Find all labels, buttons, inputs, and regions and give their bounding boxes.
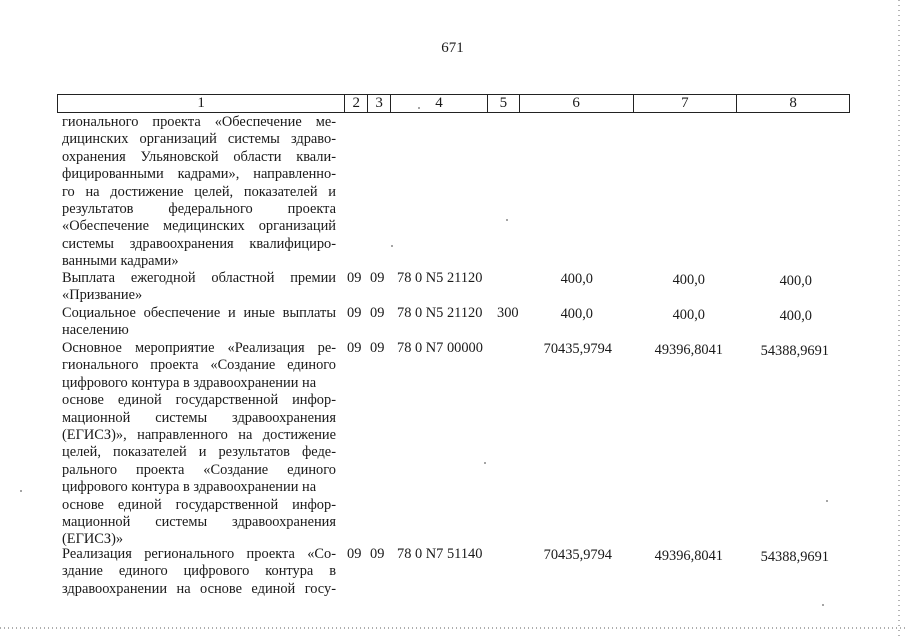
row-3-line-5: (ЕГИСЗ)», направленного на достижение: [62, 426, 336, 443]
header-col-3: 3: [368, 95, 391, 112]
row-3-line-11: (ЕГИСЗ)»: [62, 531, 124, 548]
row-4-amount-6: 70435,9794: [543, 547, 612, 563]
scan-speck: [418, 107, 420, 109]
table-row-2-description: [62, 305, 336, 340]
header-col-4: 4: [391, 95, 488, 112]
row-0-line-6: «Обеспечение медицинских организаций: [62, 218, 336, 235]
row-3-amount-8: 54388,9691: [760, 343, 829, 359]
row-3-section: 09: [347, 340, 362, 356]
row-2-line-0: Социальное обеспечение и иные выплаты: [62, 305, 336, 321]
row-3-line-7: рального проекта «Создание единого: [62, 461, 336, 478]
row-0-line-1: дицинских организаций системы здраво-: [62, 131, 336, 148]
scan-speck: [822, 604, 824, 606]
row-0-line-5: результатов федерального проекта: [62, 200, 336, 217]
row-1-line-0: Выплата ежегодной областной премии: [62, 270, 336, 286]
row-2-amount-6: 400,0: [560, 306, 593, 322]
row-4-subsection: 09: [370, 546, 385, 562]
row-3-line-2: цифрового контура в здравоохранении на: [62, 374, 317, 391]
row-1-target-article: 78 0 N5 21120: [397, 270, 483, 286]
row-0-line-2: охранения Ульяновской области квали-: [62, 148, 336, 165]
row-1-amount-7: 400,0: [672, 272, 705, 288]
row-0-line-7: системы здравоохранения квалифициро-: [62, 235, 336, 252]
row-3-target-article: 78 0 N7 00000: [397, 340, 483, 356]
row-4-target-article: 78 0 N7 51140: [397, 546, 483, 562]
row-2-target-article: 78 0 N5 21120: [397, 305, 483, 321]
scan-speck: [506, 219, 508, 221]
row-3-line-3: основе единой государственной инфор-: [62, 392, 336, 409]
page-number: 671: [441, 40, 464, 56]
row-3-line-8: цифрового контура в здравоохранении на: [62, 479, 317, 496]
row-0-line-4: го на достижение целей, показателей и: [62, 183, 336, 200]
row-1-section: 09: [347, 270, 362, 286]
row-4-line-1: здание единого цифрового контура в: [62, 563, 336, 580]
row-4-line-0: Реализация регионального проекта «Со-: [62, 546, 336, 562]
table-row-0-description: [62, 114, 336, 271]
row-2-line-1: населению: [62, 322, 129, 339]
row-4-amount-7: 49396,8041: [654, 548, 723, 564]
row-3-line-9: основе единой государственной инфор-: [62, 496, 336, 513]
table-row-4-description: [62, 546, 336, 598]
row-3-line-0: Основное мероприятие «Реализация ре-: [62, 340, 336, 356]
row-3-line-6: целей, показателей и результатов феде-: [62, 444, 336, 461]
table-header: [57, 94, 850, 113]
row-3-line-4: мационной системы здравоохранения: [62, 409, 336, 426]
scan-border-right: [898, 0, 900, 640]
header-col-2: 2: [345, 95, 368, 112]
header-col-1: 1: [58, 95, 345, 112]
row-2-amount-7: 400,0: [672, 307, 705, 323]
row-1-line-1: «Призвание»: [62, 287, 143, 304]
header-col-5: 5: [488, 95, 520, 112]
row-3-amount-6: 70435,9794: [543, 341, 612, 357]
row-0-line-8: ванными кадрами»: [62, 253, 179, 270]
scan-speck: [484, 462, 486, 464]
scan-speck: [826, 500, 828, 502]
header-col-8: 8: [789, 95, 797, 111]
row-3-subsection: 09: [370, 340, 385, 356]
scan-speck: [20, 490, 22, 492]
header-col-7: 7: [634, 95, 738, 112]
row-0-line-0: гионального проекта «Обеспечение ме-: [62, 114, 336, 130]
row-3-amount-7: 49396,8041: [654, 342, 723, 358]
header-col-6: 6: [520, 95, 634, 112]
scan-border-bottom: [0, 627, 905, 629]
row-0-line-3: фицированными кадрами», направленно-: [62, 166, 336, 183]
row-3-line-1: гионального проекта «Создание единого: [62, 357, 336, 374]
row-4-amount-8: 54388,9691: [760, 549, 829, 565]
row-2-section: 09: [347, 305, 362, 321]
table-row-1-description: [62, 270, 336, 305]
row-2-expense-type: 300: [497, 305, 519, 321]
row-3-line-10: мационной системы здравоохранения: [62, 513, 336, 530]
row-1-subsection: 09: [370, 270, 385, 286]
row-2-amount-8: 400,0: [779, 308, 812, 324]
table-row-3-description: [62, 340, 336, 549]
row-1-amount-8: 400,0: [779, 273, 812, 289]
row-1-amount-6: 400,0: [560, 271, 593, 287]
scan-speck: [391, 245, 393, 247]
row-4-section: 09: [347, 546, 362, 562]
row-4-line-2: здравоохранении на основе единой госу-: [62, 580, 336, 597]
row-2-subsection: 09: [370, 305, 385, 321]
